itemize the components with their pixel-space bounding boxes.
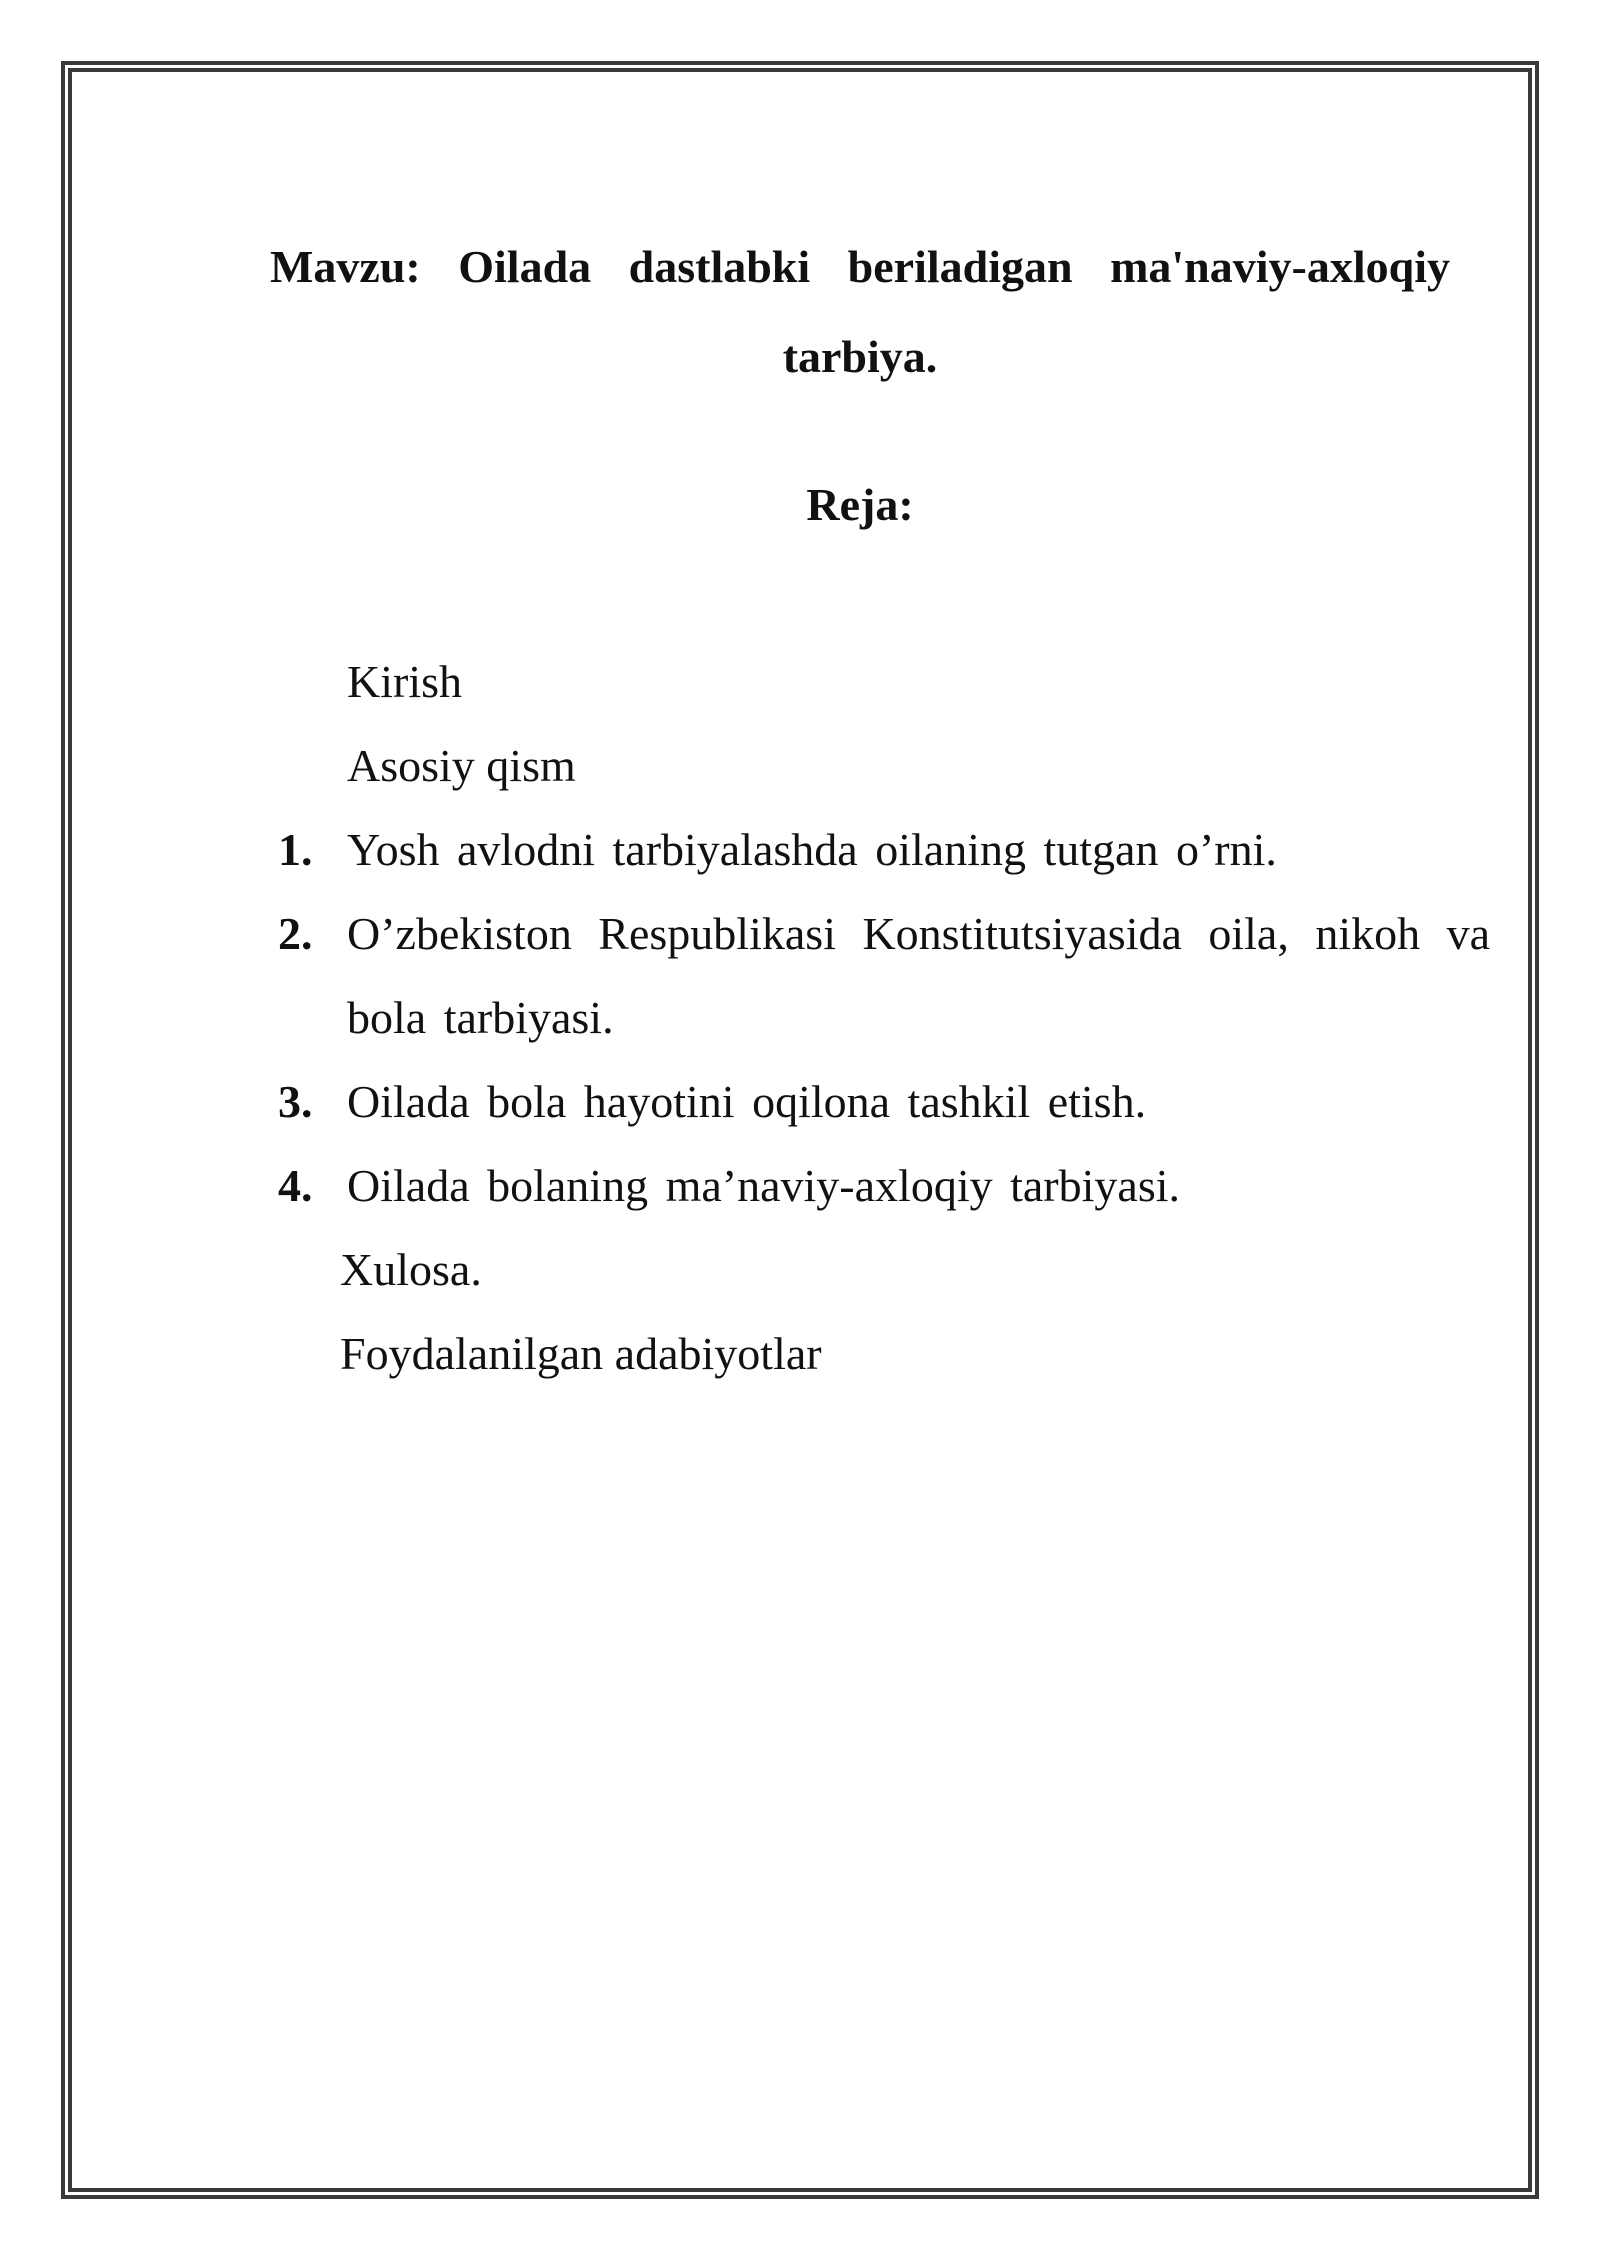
item-text: O’zbekiston Respublikasi Konstitutsiyasida oila, nikoh va bola tarbiyasi. — [347, 908, 1490, 1043]
plan-list — [270, 640, 1490, 1396]
plan-numbered-item — [270, 1060, 1490, 1144]
plan-item-main-part — [270, 724, 1490, 808]
plan-item-references — [270, 1312, 1490, 1396]
plan-heading: Reja: — [806, 479, 914, 530]
plan-numbered-item — [270, 808, 1490, 892]
plan-item-label: Kirish — [347, 656, 462, 707]
plan-item-label: Xulosa. — [340, 1244, 482, 1295]
plan-item-label: Asosiy qism — [347, 740, 576, 791]
plan-numbered-item — [270, 1144, 1490, 1228]
plan-item-intro — [270, 640, 1490, 724]
item-number: 4. — [278, 1160, 313, 1211]
item-number: 3. — [278, 1076, 313, 1127]
item-text: Oilada bola hayotini oqilona tashkil etish. — [347, 1076, 1147, 1127]
item-text: Yosh avlodni tarbiyalashda oilaning tutgan o’rni. — [347, 824, 1277, 875]
item-number: 2. — [278, 908, 313, 959]
plan-item-conclusion — [270, 1228, 1490, 1312]
document-title: Mavzu: Oilada dastlabki beriladigan ma'naviy-axloqiy tarbiya. — [270, 241, 1450, 382]
plan-numbered-item — [270, 892, 1490, 1060]
plan-item-label: Foydalanilgan adabiyotlar — [340, 1328, 822, 1379]
item-number: 1. — [278, 824, 313, 875]
item-text: Oilada bolaning ma’naviy-axloqiy tarbiyasi. — [347, 1160, 1180, 1211]
